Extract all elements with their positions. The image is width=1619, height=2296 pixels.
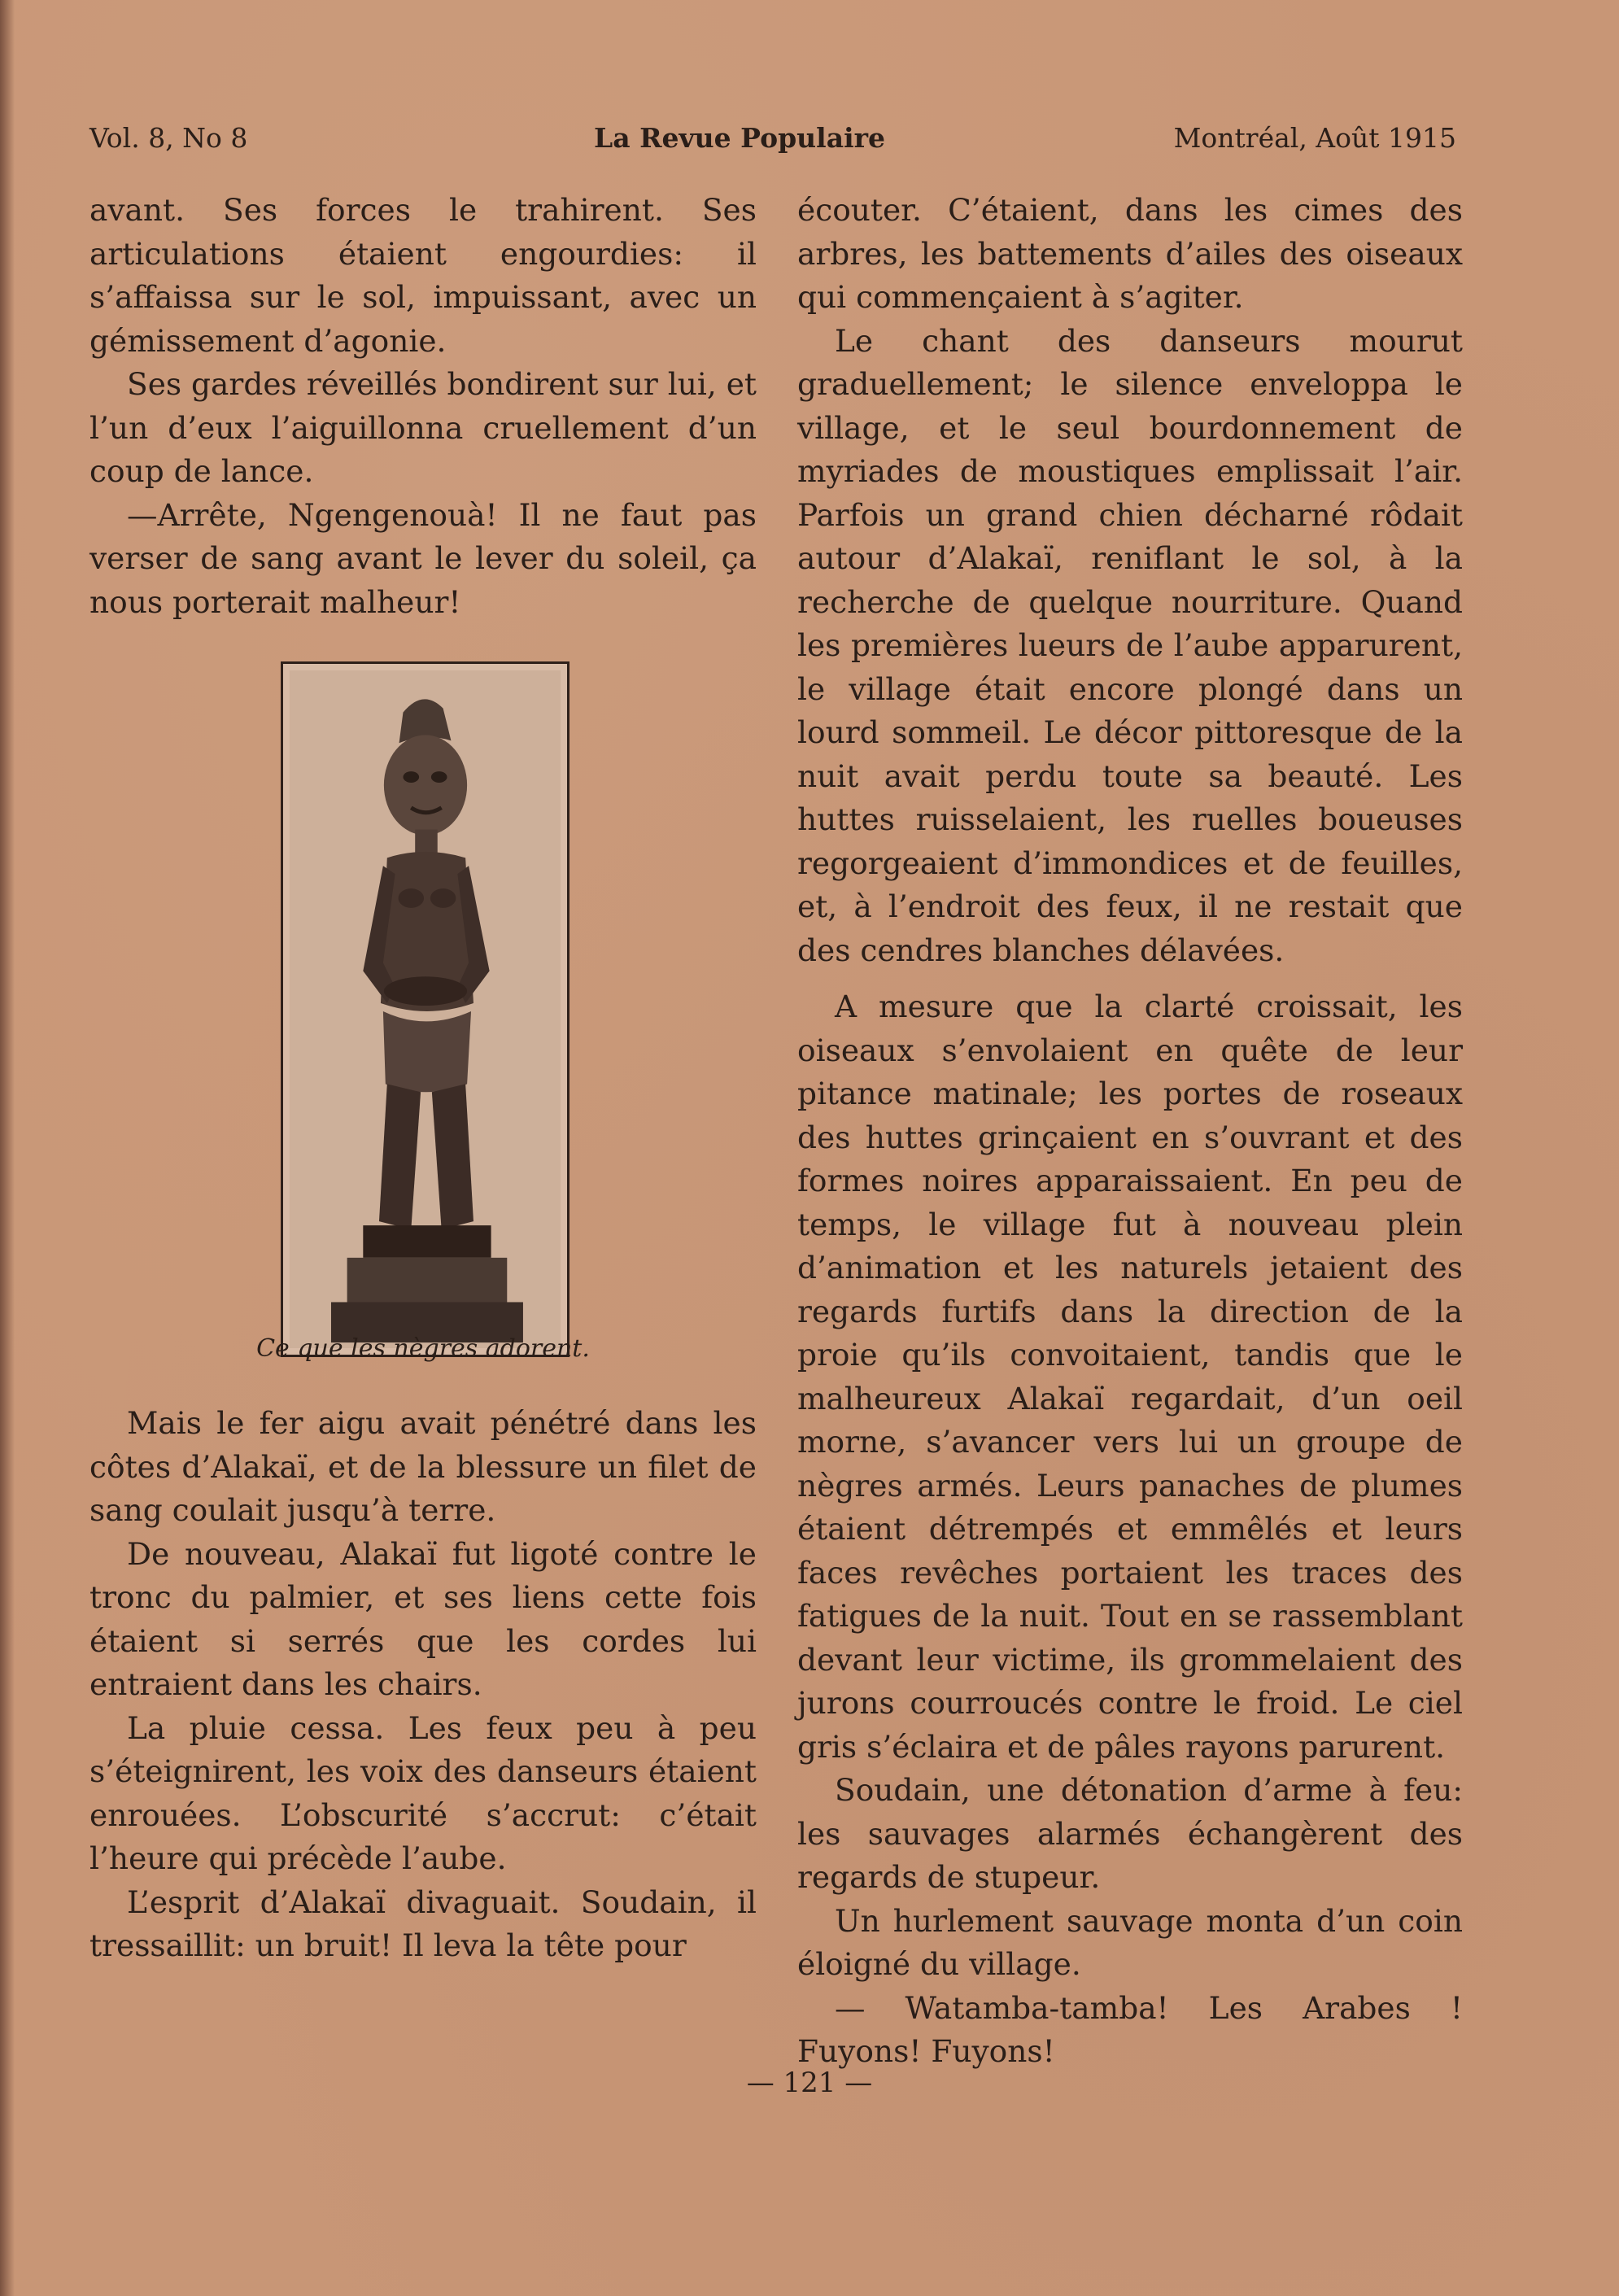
paragraph: — Watamba-tamba! Les Arabes ! Fuyons! Fuyons! — [797, 1989, 1463, 2069]
paragraph: L’esprit d’Alakaï divaguait. Soudain, il tressaillit: un bruit! Il leva la tête pour — [89, 1884, 757, 1963]
figure-caption: Ce que les nègres adorent. — [256, 1334, 590, 1363]
paragraph: Ses gardes réveillés bondirent sur lui, et l’un d’eux l’aiguillonna cruellement d’un coup de lance. — [89, 366, 757, 489]
paragraph: avant. Ses forces le trahirent. Ses articulations étaient engourdies: il s’affaissa sur le sol, impuissant, avec un gémissement d’agonie. — [89, 192, 757, 359]
page-number: — 121 — — [746, 2067, 873, 2099]
paragraph: A mesure que la clarté croissait, les oiseaux s’envolaient en quête de leur pitance matinale; les portes de roseaux des huttes grinçaient en s’ouvrant et des formes noires apparaissaient. En peu de temps, le village fut à nouveau plein d’animation et les naturels jetaient des regards furtifs dans la direction de la proie qu’ils convoitaient, tandis que le malheureux Alakaï regardait, d’un oeil morne, s’avancer vers lui un groupe de nègres armés. Leurs panaches de plumes étaient détrempés et emmêlés et leurs faces revêches portaient les traces des fatigues de la nuit. Tout en se rassemblant devant leur victime, ils grommelaient des jurons courroucés contre le froid. Le ciel gris s’éclaira et de pâles rayons parurent. — [797, 989, 1463, 1765]
paragraph: Mais le fer aigu avait pénétré dans les côtes d’Alakaï, et de la blessure un filet de sang coulait jusqu’à terre. — [89, 1405, 757, 1528]
paragraph: écouter. C’étaient, dans les cimes des arbres, les battements d’ailes des oiseaux qui commençaient à s’agiter. — [797, 192, 1463, 315]
paragraph: Un hurlement sauvage monta d’un coin éloigné du village. — [797, 1902, 1463, 1982]
paragraph: Le chant des danseurs mourut graduellement; le silence enveloppa le village, et le seul bourdonnement de myriades de moustiques emplissait l’air. Parfois un grand chien décharné rôdait autour d’Alakaï, reniflant le sol, à la recherche de quelque nourriture. Quand les premières lueurs de l’aube apparurent, le village était encore plongé dans un lourd sommeil. Le décor pittoresque de la nuit avait perdu toute sa beauté. Les huttes ruisselaient, les ruelles boueuses regorgeaient d’immondices et de feuilles, et, à l’endroit des feux, il ne restait que des cendres blanches délavées. — [797, 322, 1463, 968]
right-column — [797, 189, 1463, 2074]
left-column — [89, 189, 757, 1968]
figure — [89, 661, 757, 1377]
volume-number: Vol. 8, No 8 — [89, 122, 248, 154]
paragraph: Soudain, une détonation d’arme à feu: les sauvages alarmés échangèrent des regards de stupeur. — [797, 1772, 1463, 1895]
running-header — [89, 122, 1456, 163]
place-date: Montréal, Août 1915 — [1173, 122, 1456, 154]
page-edge — [0, 0, 15, 2296]
statue-photo — [281, 661, 569, 1357]
statue-illustration — [283, 664, 567, 1355]
paragraph: De nouveau, Alakaï fut ligoté contre le tronc du palmier, et ses liens cette fois étaient si serrés que les cordes lui entraient dans les chairs. — [89, 1535, 757, 1702]
paragraph: —Arrête, Ngengenouà! Il ne faut pas verser de sang avant le lever du soleil, ça nous porterait malheur! — [89, 496, 757, 620]
journal-title: La Revue Populaire — [594, 122, 885, 154]
paragraph: La pluie cessa. Les feux peu à peu s’éteignirent, les voix des danseurs étaient enrouées. L’obscurité s’accrut: c’était l’heure qui précède l’aube. — [89, 1709, 757, 1876]
